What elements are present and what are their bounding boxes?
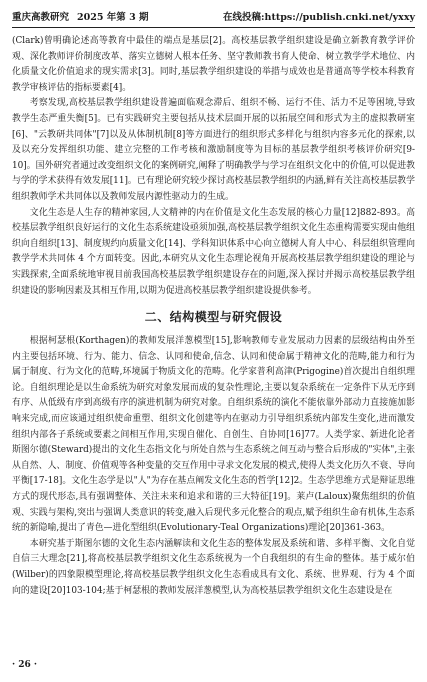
- paragraph-research-basis: 本研究基于斯图尔德的文化生态内涵解读和文化生态的整体发展及系统和谐、多样平衡、文化自觉自信三大理念[21],将高校基层教学组织文化生态系统视为一个自我组织的有生命的整体。基于威尔伯(Wilber)的四象限模型理论,将高校基层教学组织文化生态看成具有文化、系统、世界观、行为 4 个面向的建设[20]103-104;基于柯瑟根的教师发展洋葱模型,认为高校基层教学组织文化生态建设是在: [12, 538, 415, 596]
- paragraph-continuation: (Clark)曾明确论述高等教育中最佳的端点是基层[2]。高校基层教学组织建设是确立新教育教学评价观、深化教师评价制度改革、落实立德树人根本任务、坚守教师教书育人使命、树立教学学术地位、内化质量文化价值追求的现实需求[3]。同时,基层教学组织建设的举措与成效也是普通高等学校本科教育教学审核评估的指标要素[4]。: [12, 36, 415, 93]
- section-heading: 二、结构模型与研究假设: [144, 310, 283, 325]
- paragraph-onion-model: 根据柯瑟根(Korthagen)的教师发展洋葱模型[15],影响教师专业发展动力因素的层级结构由外至内主要包括环境、行为、能力、信念、认同和使命,信念、认同和使命属于精神文化的范畴,能力和行为属于制度、行为文化的范畴,环境属于物质文化的范畴。化学家普利高津(Prigogine)首次提出自组织理论。自组织理论是以生命系统为研究对象发展而成的复杂性理论,主要以复杂系统在一定条件下从无序到有序、从低级有序到高级有序的演进机制为研究对象。自组织系统的演化不能依靠外部动力直接施加影响来完成,而应该通过组织使命重塑、组织文化创建等内在驱动力引导组织系统内部发生变化,进而激发组织内部各子系统或要素之间相互作用,实现自催化、自创生、自协同[16]77。人类学家、新进化论者斯图尔德(Steward)提出的文化生态指文化与所处自然与生态系统之间互动与整合后形成的"实体",主张从自然、人、制度、价值观等各种变量的交互作用中寻求文化发展的模式,使得人类文化历久不衰、导向平衡[17-18]。文化生态学是以"人"为存在基点阐发文化生态的哲学[12]2。生态学思维方式是辩证思维方式的现代形态,具有强调整体、关注未来和追求和谐的三大特征[19]。莱卢(Laloux)聚焦组织的价值观、实践与架构,突出与强调人类意识的转变,融入后现代多元化整合的观点,赋予组织生命有机体,生态系统的新隐喻,提出了青色—进化型组织(Evolutionary-Teal Organizations)理论[20]361-363。: [12, 336, 415, 534]
- paragraph-cultural-ecology: 文化生态是人生存的精神家园,人文精神的内在价值是文化生态发展的核心力量[12]882-893。高校基层教学组织良好运行的文化生态系统建设亟须加强,高校基层教学组织文化生态重构需要实现由他组织向自组织[13]、制度规约向质量文化[14]、学科知识体系中心向立德树人育人中心、科层组织管理向教学学术共同体 4 个方面转变。因此,本研究从文化生态理论视角开展高校基层教学组织建设的理论与实践探索,全面系统地审视目前我国高校基层教学组织建设存在的问题,深入探讨并揭示高校基层教学组织建设的影响因素及其相互作用,以期为促进高校基层教学组织建设提供参考。: [12, 207, 415, 296]
- article-body: [12, 34, 415, 646]
- paragraph-investigation: 考察发现,高校基层教学组织建设普遍面临观念滞后、组织不畅、运行不佳、活力不足等困境,导致教学生态严重失衡[5]。已有实践研究主要包括从技术层面开展的以拓展空间和形式为主的虚拟教研室[6]、"云教研共同体"[7]以及从体制机制[8]等方面进行的组织形式多样化与组织内容多元化的探索,以及以充分发挥组织功能、建立完整的工作考核和激励制度等为目标的基层教学组织考核评价研究[9-10]。国外研究者通过改变组织文化的案例研究,阐释了明确教学与学习在组织文化中的价值,可以促进教与学的学术获得有效发展[11]。已有理论研究较少探讨高校基层教学组织的内涵,鲜有关注高校基层教学组织教师学术共同体以及教师发展内源性驱动力的生成。: [12, 98, 415, 202]
- running-header: [12, 8, 415, 24]
- journal-name: 重庆高教研究: [12, 12, 70, 23]
- page-number: · 26 ·: [12, 660, 38, 670]
- submission-link[interactable]: [223, 9, 415, 23]
- header-divider: [12, 27, 415, 28]
- submission-url[interactable]: 在线投稿:https://publish.cnki.net/yxxy: [223, 12, 415, 23]
- journal-info: [12, 9, 149, 23]
- issue-number: 2025 年第 3 期: [77, 12, 149, 23]
